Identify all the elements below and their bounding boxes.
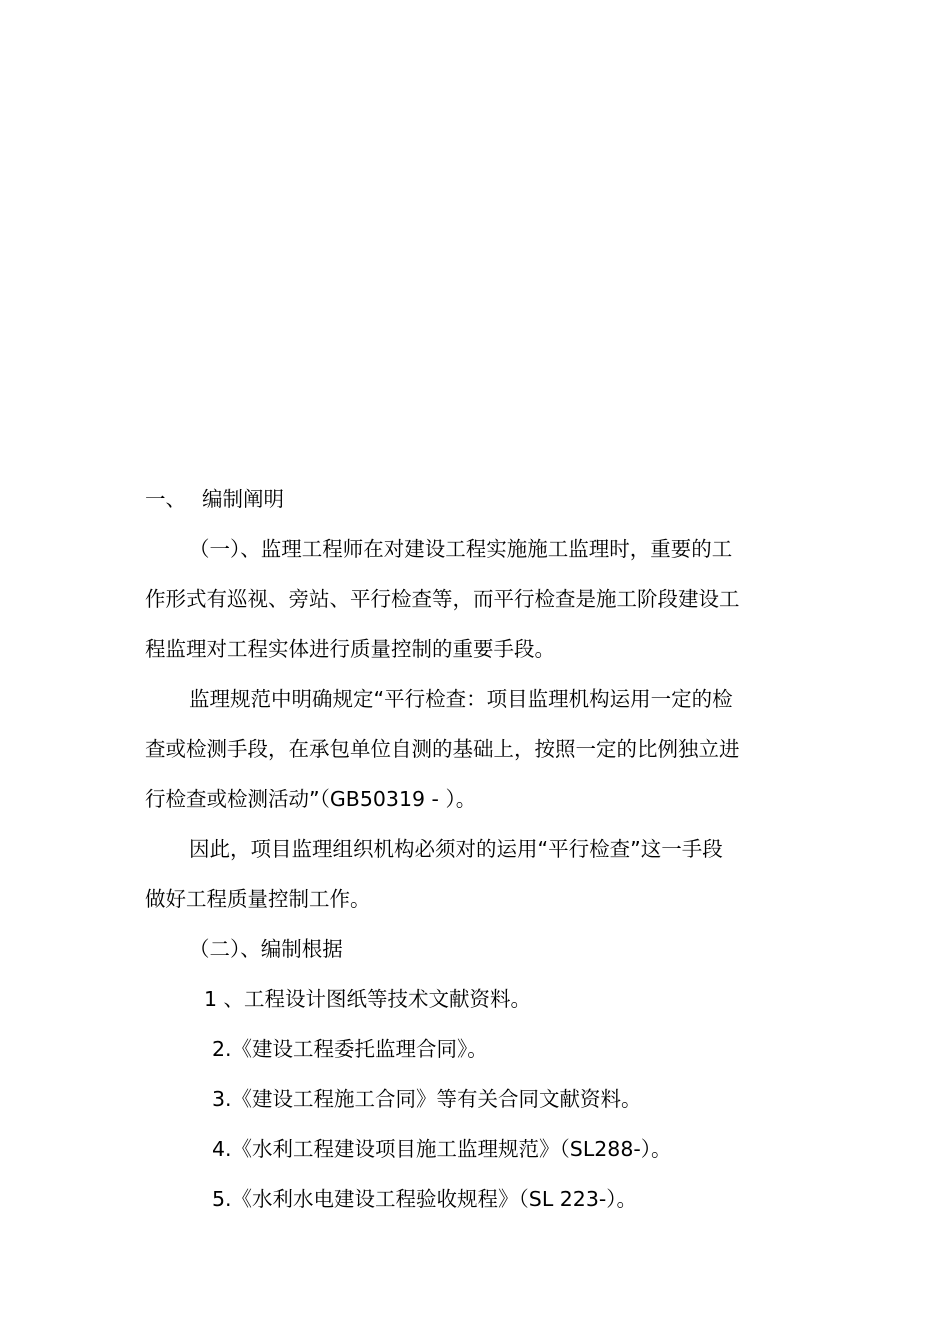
paragraph-2-line-3: 行检查或检测活动”（GB50319 - ）。 — [145, 787, 477, 811]
paragraph-3-line-1: 因此，项目监理组织机构必须对的运用“平行检查”这一手段 — [189, 837, 723, 861]
list-item: 1 、工程设计图纸等技术文献资料。 — [204, 987, 532, 1011]
list-item: 5.《水利水电建设工程验收规程》（SL 223-）。 — [212, 1187, 638, 1211]
paragraph-2-line-2: 查或检测手段，在承包单位自测的基础上，按照一定的比例独立进 — [145, 737, 740, 761]
paragraph-1-line-2: 作形式有巡视、旁站、平行检查等，而平行检查是施工阶段建设工 — [145, 587, 740, 611]
paragraph-1-line-1: （一）、监理工程师在对建设工程实施施工监理时，重要的工 — [189, 537, 733, 561]
list-item: 2.《建设工程委托监理合同》。 — [212, 1037, 488, 1061]
subheading: （二）、编制根据 — [189, 937, 343, 961]
list-item: 3.《建设工程施工合同》等有关合同文献资料。 — [212, 1087, 642, 1111]
paragraph-3-line-2: 做好工程质量控制工作。 — [145, 887, 371, 911]
paragraph-1-line-3: 程监理对工程实体进行质量控制的重要手段。 — [145, 637, 555, 661]
list-item: 4.《水利工程建设项目施工监理规范》（SL288-）。 — [212, 1137, 672, 1161]
section-number: 一、 — [145, 487, 186, 511]
section-title: 编制阐明 — [202, 487, 284, 511]
paragraph-2-line-1: 监理规范中明确规定“平行检查：项目监理机构运用一定的检 — [189, 687, 733, 711]
